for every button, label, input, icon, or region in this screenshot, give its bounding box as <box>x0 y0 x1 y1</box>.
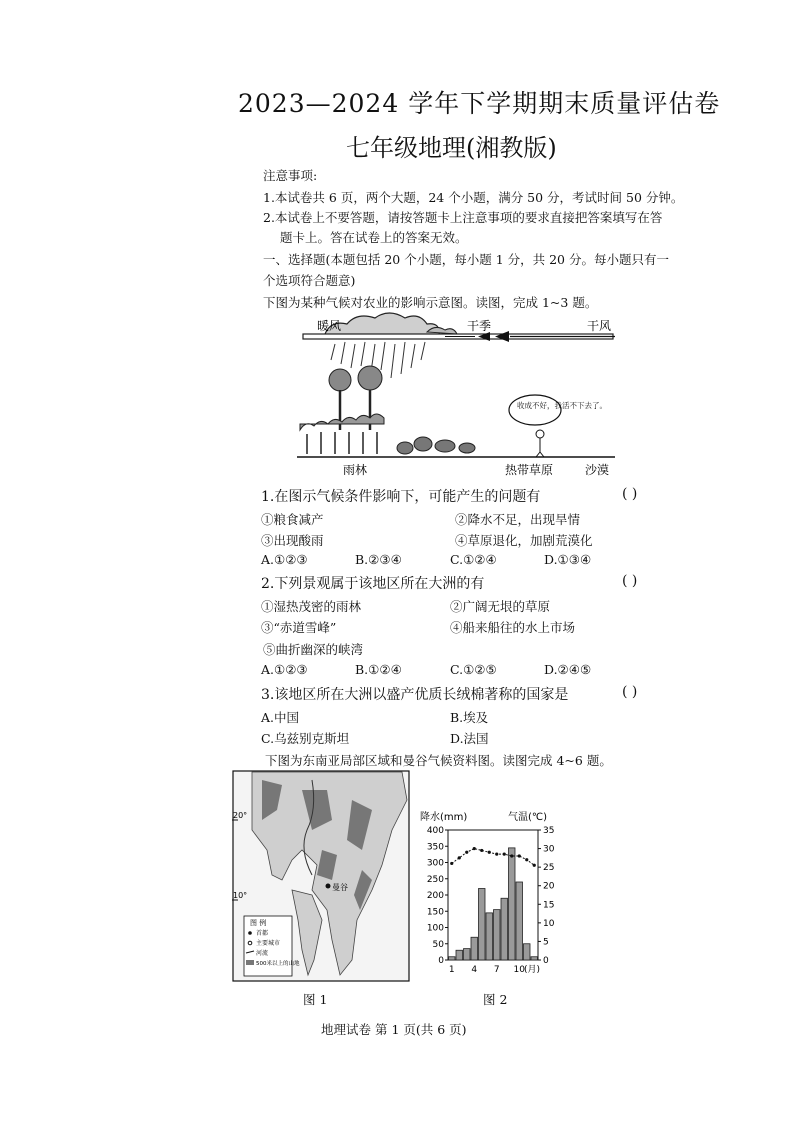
map-lat-20: 20° <box>233 811 248 820</box>
precip-bar <box>449 957 456 960</box>
q1-choice-c[interactable]: C.①②④ <box>450 552 497 567</box>
temperature-point <box>510 854 513 857</box>
legend-item-river: 河流 <box>256 950 269 957</box>
chart-ylabel: 降水(mm) <box>420 812 468 823</box>
precip-bar <box>531 957 538 960</box>
question-1-stem: 1.在图示气候条件影响下，可能产生的问题有 <box>261 489 541 505</box>
figure-1-caption: 图 1 <box>303 992 328 1007</box>
intro-questions-4-6: 下图为东南亚局部区域和曼谷气候资料图。读图完成 4~6 题。 <box>265 753 612 768</box>
temperature-point <box>533 864 536 867</box>
map-lat-10: 10° <box>233 891 248 900</box>
y2-tick-label: 25 <box>543 863 555 874</box>
y2-tick-label: 10 <box>543 918 555 929</box>
temperature-point <box>480 849 483 852</box>
legend-item-capital: 首都 <box>256 930 269 937</box>
y-tick-label: 300 <box>426 858 444 869</box>
q1-option-1: ①粮食减产 <box>261 512 324 527</box>
notice-item-2b: 题卡上。答在试卷上的答案无效。 <box>280 230 468 245</box>
x-tick-label: 4 <box>471 965 478 975</box>
notice-heading: 注意事项: <box>263 168 318 183</box>
q2-option-3: ③“赤道雪峰” <box>261 620 337 635</box>
temperature-line <box>452 849 535 866</box>
q3-choice-b[interactable]: B.埃及 <box>450 710 489 725</box>
precip-bar <box>516 882 523 960</box>
y2-tick-label: 35 <box>543 826 555 836</box>
q3-choice-c[interactable]: C.乌兹别克斯坦 <box>261 731 350 746</box>
label-savanna: 热带草原 <box>505 463 554 477</box>
q2-choice-d[interactable]: D.②④⑤ <box>544 662 592 677</box>
notice-item-1: 1.本试卷共 6 页，两个大题，24 个小题，满分 50 分，考试时间 50 分钟。 <box>263 190 684 205</box>
plot-frame <box>448 830 538 960</box>
precip-bar <box>471 937 478 960</box>
temperature-point <box>488 851 491 854</box>
precip-bar <box>494 910 501 960</box>
q3-choice-d[interactable]: D.法国 <box>450 731 489 746</box>
question-3-answer-blank[interactable]: ( ) <box>622 684 638 700</box>
temperature-point <box>458 856 461 859</box>
y-tick-label: 150 <box>426 907 444 918</box>
question-2-answer-blank[interactable]: ( ) <box>622 573 638 589</box>
q3-choice-a[interactable]: A.中国 <box>261 710 300 725</box>
legend-title: 图 例 <box>250 919 267 927</box>
legend-item-mountain: 500米以上的山地 <box>256 961 300 967</box>
label-warm-wind: 暖风 <box>317 319 342 333</box>
y-tick-label: 0 <box>438 956 444 966</box>
question-2-stem: 2.下列景观属于该地区所在大洲的有 <box>261 576 485 592</box>
page-footer: 地理试卷 第 1 页(共 6 页) <box>321 1022 467 1037</box>
temperature-point <box>450 862 453 865</box>
exam-title: 2023—2024 学年下学期期末质量评估卷 <box>238 89 721 118</box>
y2-tick-label: 15 <box>543 900 555 911</box>
y2-tick-label: 0 <box>543 956 549 966</box>
precip-bar <box>456 950 463 960</box>
q2-choice-a[interactable]: A.①②③ <box>261 662 308 677</box>
speech-text: 收成不好，我活不下去了。 <box>517 401 607 410</box>
intro-questions-1-3: 下图为某种气候对农业的影响示意图。读图，完成 1~3 题。 <box>263 295 598 310</box>
question-1-answer-blank[interactable]: ( ) <box>622 486 638 502</box>
temperature-point <box>503 853 506 856</box>
q1-choice-b[interactable]: B.②③④ <box>355 552 402 567</box>
q1-option-2: ②降水不足，出现旱情 <box>455 512 581 527</box>
q1-choice-a[interactable]: A.①②③ <box>261 552 308 567</box>
y-tick-label: 200 <box>426 891 444 901</box>
chart-y2label: 气温(℃) <box>508 812 548 823</box>
section-heading-2: 个选项符合题意) <box>263 273 356 288</box>
q1-option-3: ③出现酸雨 <box>261 533 324 548</box>
temperature-point <box>465 851 468 854</box>
y-tick-label: 250 <box>426 874 444 885</box>
q1-choice-d[interactable]: D.①③④ <box>544 552 592 567</box>
temperature-point <box>495 853 498 856</box>
label-rainforest: 雨林 <box>343 463 368 477</box>
exam-subtitle: 七年级地理(湘教版) <box>346 134 557 162</box>
y-tick-label: 50 <box>432 939 444 950</box>
q2-option-2: ②广阔无垠的草原 <box>450 599 551 614</box>
legend-item-city: 主要城市 <box>256 940 281 947</box>
precip-bar <box>501 898 508 960</box>
temperature-point <box>518 854 521 857</box>
temperature-point <box>525 858 528 861</box>
precip-bar <box>486 913 493 960</box>
southeast-asia-map <box>232 770 410 982</box>
precip-bar <box>479 889 486 961</box>
y-tick-label: 350 <box>426 842 444 853</box>
map-city-label: 曼谷 <box>332 883 348 892</box>
q1-option-4: ④草原退化，加剧荒漠化 <box>455 533 593 548</box>
q2-choice-b[interactable]: B.①②④ <box>355 662 402 677</box>
q2-option-5: ⑤曲折幽深的峡湾 <box>263 642 364 657</box>
figure-2-caption: 图 2 <box>483 992 508 1007</box>
y-tick-label: 400 <box>426 826 444 836</box>
temperature-point <box>473 847 476 850</box>
y2-tick-label: 20 <box>543 881 555 892</box>
climate-illustration <box>295 312 625 478</box>
x-tick-label: 1 <box>448 965 455 975</box>
q2-choice-c[interactable]: C.①②⑤ <box>450 662 497 677</box>
q2-option-1: ①湿热茂密的雨林 <box>261 599 362 614</box>
y2-tick-label: 30 <box>543 844 555 855</box>
precip-bar <box>524 944 531 960</box>
bangkok-climate-chart <box>420 808 568 986</box>
bangkok-marker <box>326 884 331 889</box>
notice-item-2a: 2.本试卷上不要答题，请按答题卡上注意事项的要求直接把答案填写在答 <box>263 210 663 225</box>
precip-bar <box>509 848 516 960</box>
label-dry-wind: 干风 <box>587 319 612 333</box>
section-heading-1: 一、选择题(本题包括 20 个小题，每小题 1 分，共 20 分。每小题只有一 <box>263 252 669 267</box>
x-axis-label: (月) <box>524 965 541 975</box>
x-tick-label: 10 <box>513 965 525 975</box>
precip-bar <box>464 949 471 960</box>
y2-tick-label: 5 <box>543 937 549 948</box>
label-dry-season: 干季 <box>467 319 492 333</box>
question-3-stem: 3.该地区所在大洲以盛产优质长绒棉著称的国家是 <box>261 687 569 703</box>
y-tick-label: 100 <box>426 923 444 934</box>
x-tick-label: 7 <box>493 965 500 975</box>
label-desert: 沙漠 <box>585 463 610 477</box>
q2-option-4: ④船来船往的水上市场 <box>450 620 576 635</box>
